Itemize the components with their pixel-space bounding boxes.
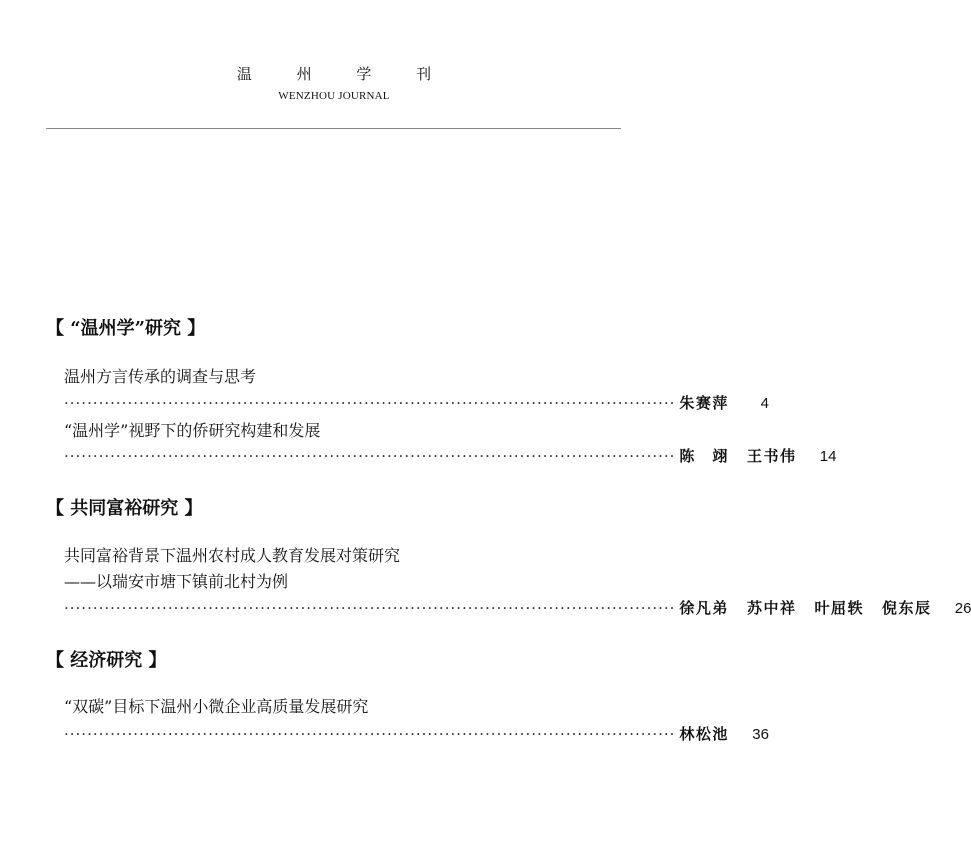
toc-entry-adult-education[interactable] bbox=[64, 597, 971, 619]
toc-entry-overseas[interactable] bbox=[64, 445, 837, 467]
author: 陈 翊 bbox=[679, 447, 729, 465]
dot-leader: ·········································································································· bbox=[64, 725, 676, 743]
page-number: 36 bbox=[752, 726, 769, 743]
article-title-dialect[interactable]: 温州方言传承的调查与思考 bbox=[64, 367, 257, 386]
dot-leader: ·········································································································· bbox=[64, 447, 676, 465]
page-number: 26 bbox=[954, 600, 971, 617]
author: 王书伟 bbox=[746, 447, 797, 465]
page-number: 4 bbox=[760, 395, 769, 412]
author: 朱赛萍 bbox=[679, 394, 729, 412]
journal-header bbox=[0, 62, 668, 104]
article-title-overseas[interactable]: “温州学”视野下的侨研究构建和发展 bbox=[64, 421, 321, 440]
author-list bbox=[675, 392, 729, 414]
dot-leader: ·········································································································· bbox=[64, 394, 676, 412]
section-heading-wenzhou-studies: 【 “温州学”研究 】 bbox=[46, 318, 206, 339]
dot-leader: ·········································································································· bbox=[64, 599, 676, 617]
section-heading-economics: 【 经济研究 】 bbox=[46, 650, 167, 671]
toc-entry-dual-carbon[interactable] bbox=[64, 723, 769, 745]
journal-title: 温 州 学 刊 bbox=[236, 65, 452, 83]
header-divider bbox=[46, 128, 621, 129]
journal-subtitle: WENZHOU JOURNAL bbox=[278, 90, 390, 102]
section-heading-common-prosperity: 【 共同富裕研究 】 bbox=[46, 498, 203, 519]
author: 林松池 bbox=[679, 725, 729, 743]
author: 徐凡弟 bbox=[679, 599, 729, 617]
author: 苏中祥 bbox=[746, 599, 797, 617]
author-list bbox=[675, 723, 729, 745]
article-title-adult-education[interactable]: 共同富裕背景下温州农村成人教育发展对策研究 bbox=[64, 546, 401, 565]
article-title-dual-carbon[interactable]: “双碳”目标下温州小微企业高质量发展研究 bbox=[64, 697, 369, 716]
toc-entry-dialect[interactable] bbox=[64, 392, 769, 414]
author: 倪东辰 bbox=[881, 599, 932, 617]
author: 叶屈轶 bbox=[814, 599, 864, 617]
author-list bbox=[675, 597, 931, 619]
article-subtitle-adult-education: ——以瑞安市塘下镇前北村为例 bbox=[64, 572, 289, 591]
author-list bbox=[675, 445, 796, 467]
page-number: 14 bbox=[819, 448, 837, 465]
